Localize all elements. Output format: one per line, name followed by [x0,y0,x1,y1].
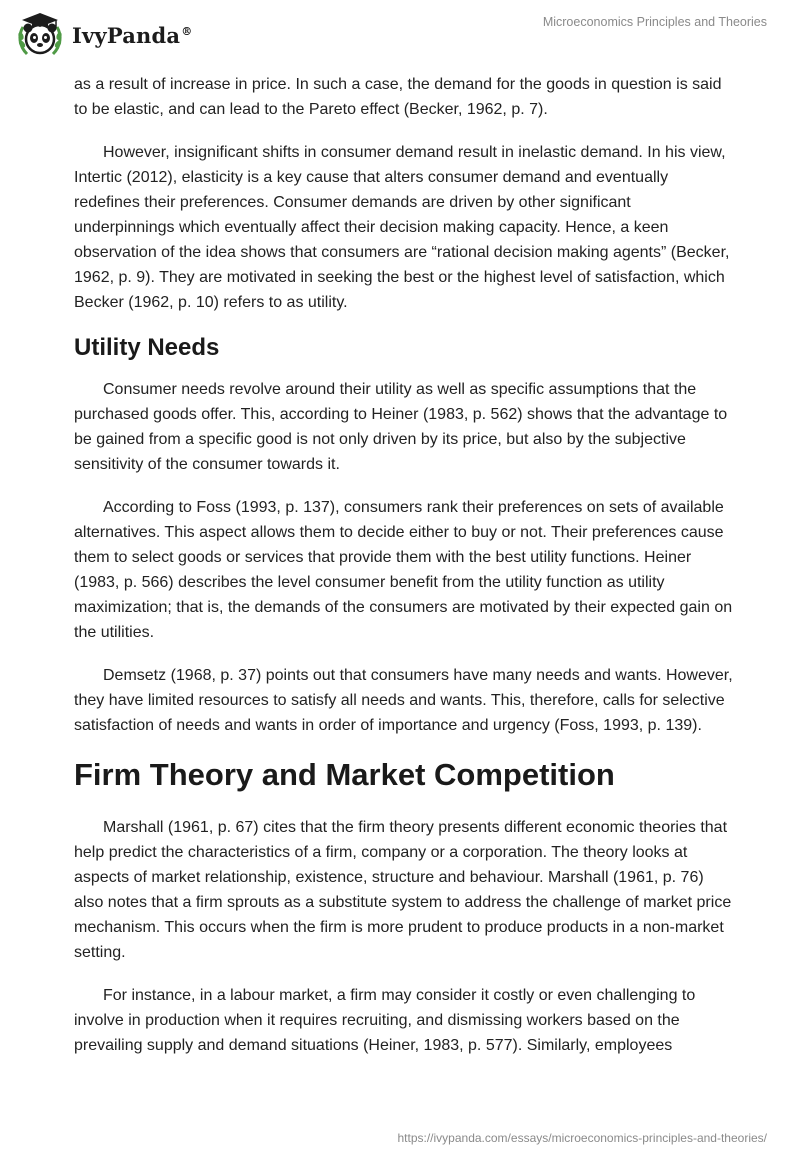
page-header [0,0,800,66]
ivypanda-logo[interactable] [14,9,192,61]
paragraph-inelastic-demand: However, insignificant shifts in consumer demand result in inelastic demand. In his view, Intertic (2012), elasticity is a key cause that alters consumer demand and eventually redefines their preferences. Consumer demands are driven by other significant underpinnings which eventually affect their decision making capacity. Hence, a keen observation of the idea shows that consumers are “rational decision making agents” (Becker, 1962, p. 9). They are motivated in seeking the best or the highest level of satisfaction, which Becker (1962, p. 10) refers to as utility. [74,144,730,311]
paragraph-needs-wants: Demsetz (1968, p. 37) points out that consumers have many needs and wants. However, they have limited resources to satisfy all needs and wants. This, therefore, calls for selective satisfaction of needs and wants in order of importance and urgency (Foss, 1993, p. 139). [74,667,733,734]
heading-utility-needs: Utility Needs [74,334,220,361]
paragraph-preferences: According to Foss (1993, p. 137), consumers rank their preferences on sets of available alternatives. This aspect allows them to decide either to buy or not. Their preferences cause them to select goods or services that provide them with the best utility functions. Heiner (1983, p. 566) describes the level consumer benefit from the utility function as utility maximization; that is, the demands of the consumers are motivated by their expected gain on the utilities. [74,499,733,641]
paragraph-firm-theory: Marshall (1961, p. 67) cites that the firm theory presents different economic theories that help predict the characteristics of a firm, company or a corporation. The theory looks at aspects of market relationship, existence, structure and behaviour. Marshall (1961, p. 76) also notes that a firm sprouts as a substitute system to address the challenge of market price mechanism. This occurs when the firm is more prudent to produce products in a non-market setting. [74,819,732,961]
essay-body [74,72,734,1076]
paragraph-labour-market: For instance, in a labour market, a firm may consider it costly or even challenging to involve in production when it requires recruiting, and dismissing workers based on the prevailing supply and demand situations (Heiner, 1983, p. 577). Similarly, employees [74,987,696,1054]
paragraph-consumer-needs: Consumer needs revolve around their utility as well as specific assumptions that the purchased goods offer. This, according to Heiner (1983, p. 562) shows that the advantage to be gained from a specific good is not only driven by its price, but also by the subjective sensitivity of the consumer towards it. [74,381,728,473]
source-url[interactable]: https://ivypanda.com/essays/microeconomics-principles-and-theories/ [397,1131,767,1145]
heading-firm-theory: Firm Theory and Market Competition [74,757,615,792]
paragraph-elastic-demand: as a result of increase in price. In such a case, the demand for the goods in question is said to be elastic, and can lead to the Pareto effect (Becker, 1962, p. 7). [74,76,722,118]
registered-mark: ® [181,24,193,38]
brand-name: IvyPanda® [72,22,193,48]
panda-graduate-icon [14,9,66,61]
document-title: Microeconomics Principles and Theories [542,15,767,29]
